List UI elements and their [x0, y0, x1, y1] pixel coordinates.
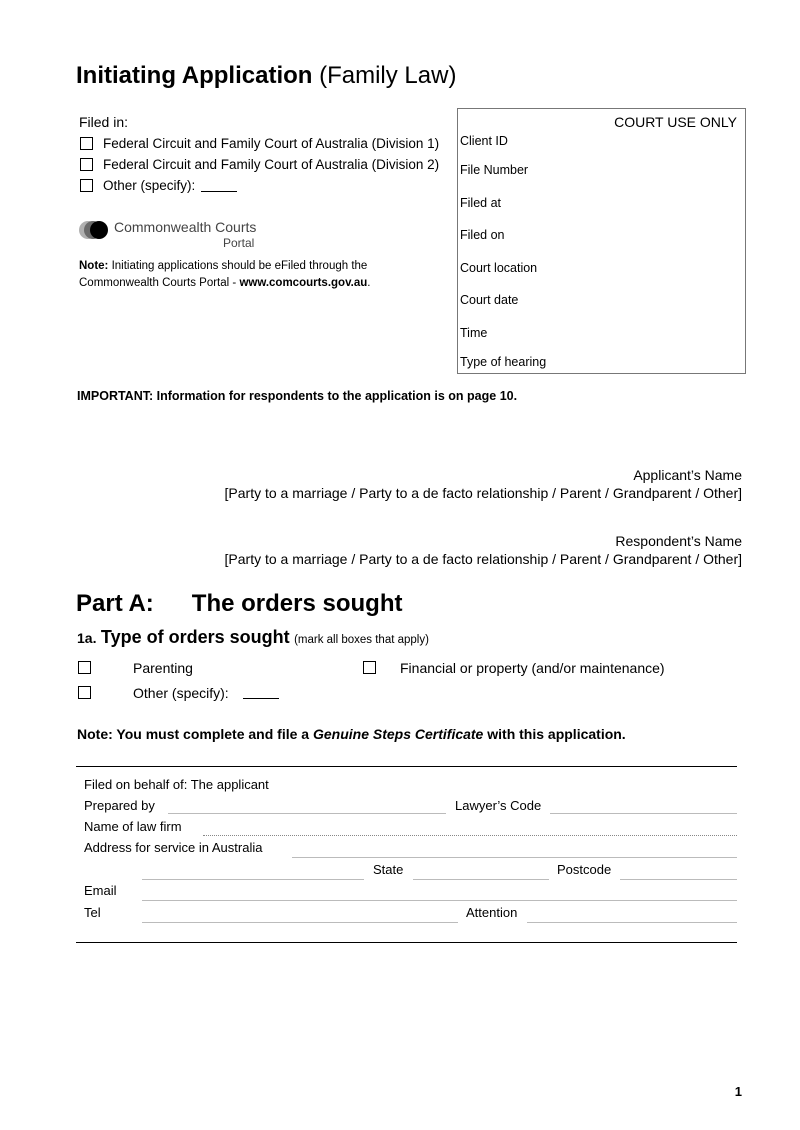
field-time: Time: [460, 326, 488, 340]
option-label: Federal Circuit and Family Court of Australia (Division 1): [103, 136, 440, 151]
question-heading: Type of orders sought: [100, 627, 290, 647]
logo-line-1: Commonwealth Courts: [114, 219, 257, 235]
field-type-of-hearing: Type of hearing: [460, 355, 547, 369]
checkbox-division-1[interactable]: [80, 137, 93, 150]
prepared-by-field[interactable]: [168, 813, 446, 814]
order-option-financial[interactable]: [363, 661, 376, 674]
attention-field[interactable]: [527, 922, 737, 923]
filed-in-option-other[interactable]: [80, 178, 237, 193]
filed-in-option-division-1[interactable]: [80, 136, 439, 151]
checkbox-division-2[interactable]: [80, 158, 93, 171]
genuine-steps-note: [77, 726, 626, 742]
note-suffix: .: [367, 277, 371, 289]
applicant-name-label: Applicant’s Name: [633, 467, 742, 483]
lawyers-code-label: Lawyer’s Code: [455, 798, 542, 813]
logo-line-2: Portal: [223, 236, 255, 250]
checkbox-parenting[interactable]: [78, 661, 91, 674]
court-use-heading: COURT USE ONLY: [614, 114, 737, 130]
checkbox-financial[interactable]: [363, 661, 376, 674]
filed-in-option-division-2[interactable]: [80, 157, 439, 172]
state-label: State: [373, 862, 404, 877]
note-text: Initiating applications should be eFiled through the Commonwealth Courts Portal -: [79, 260, 368, 289]
filed-on-behalf-label: Filed on behalf of: The applicant: [84, 777, 269, 792]
part-a-heading: [76, 590, 402, 618]
lawyers-code-field[interactable]: [550, 813, 737, 814]
law-firm-field[interactable]: [203, 835, 737, 836]
other-orders-label: Other (specify):: [133, 685, 229, 701]
genuine-steps-certificate: Genuine Steps Certificate: [312, 726, 484, 742]
part-a-title: The orders sought: [191, 590, 403, 617]
question-hint: (mark all boxes that apply): [294, 634, 429, 646]
law-firm-label: Name of law firm: [84, 819, 182, 834]
logo-circles-icon: [78, 217, 118, 245]
prepared-by-label: Prepared by: [84, 798, 155, 813]
portal-link[interactable]: www.comcourts.gov.au: [239, 277, 368, 289]
address-field-1[interactable]: [292, 857, 737, 858]
important-notice: IMPORTANT: Information for respondents to the application is on page 10.: [77, 389, 518, 403]
note-prefix: Note:: [79, 260, 109, 272]
tel-label: Tel: [84, 905, 101, 920]
option-label: Federal Circuit and Family Court of Australia (Division 2): [103, 157, 440, 172]
filed-in-label: Filed in:: [79, 114, 129, 130]
state-field[interactable]: [413, 879, 549, 880]
respondent-name-label: Respondent’s Name: [615, 533, 742, 549]
address-field-2[interactable]: [142, 879, 364, 880]
option-label: Other (specify):: [103, 178, 196, 193]
part-a-label: Part A:: [76, 590, 154, 617]
checkbox-other[interactable]: [80, 179, 93, 192]
postcode-field[interactable]: [620, 879, 737, 880]
respondent-roles: [Party to a marriage / Party to a de facto relationship / Parent / Grandparent / Other]: [224, 551, 742, 567]
title-bold: Initiating Application: [76, 62, 313, 89]
order-option-parenting[interactable]: [78, 661, 91, 674]
question-number: 1a.: [77, 630, 97, 646]
field-filed-on: Filed on: [460, 228, 505, 242]
efile-note: [79, 258, 409, 292]
note-before: Note: You must complete and file a: [77, 726, 310, 742]
attention-label: Attention: [466, 905, 518, 920]
email-field[interactable]: [142, 900, 737, 901]
block-top-rule: [76, 766, 737, 767]
checkbox-other-orders[interactable]: [78, 686, 91, 699]
field-court-location: Court location: [460, 261, 538, 275]
address-label: Address for service in Australia: [84, 840, 263, 855]
block-bottom-rule: [76, 942, 737, 943]
applicant-roles: [Party to a marriage / Party to a de facto relationship / Parent / Grandparent / Other]: [224, 485, 742, 501]
field-filed-at: Filed at: [460, 196, 501, 210]
title-regular: (Family Law): [319, 62, 457, 89]
parenting-label: Parenting: [133, 660, 193, 676]
page-number: 1: [734, 1084, 742, 1099]
question-1a: [77, 627, 429, 648]
other-specify-blank[interactable]: [201, 179, 237, 192]
tel-field[interactable]: [142, 922, 458, 923]
field-client-id: Client ID: [460, 134, 508, 148]
other-orders-blank[interactable]: [243, 698, 279, 699]
page-title: [76, 62, 456, 90]
field-court-date: Court date: [460, 293, 519, 307]
financial-label: Financial or property (and/or maintenance): [400, 660, 665, 676]
postcode-label: Postcode: [557, 862, 612, 877]
field-file-number: File Number: [460, 163, 529, 177]
email-label: Email: [84, 883, 117, 898]
order-option-other[interactable]: [78, 686, 91, 699]
note-after: with this application.: [487, 726, 626, 742]
court-use-only-box: [457, 108, 746, 374]
commonwealth-courts-portal-logo: [78, 216, 268, 252]
